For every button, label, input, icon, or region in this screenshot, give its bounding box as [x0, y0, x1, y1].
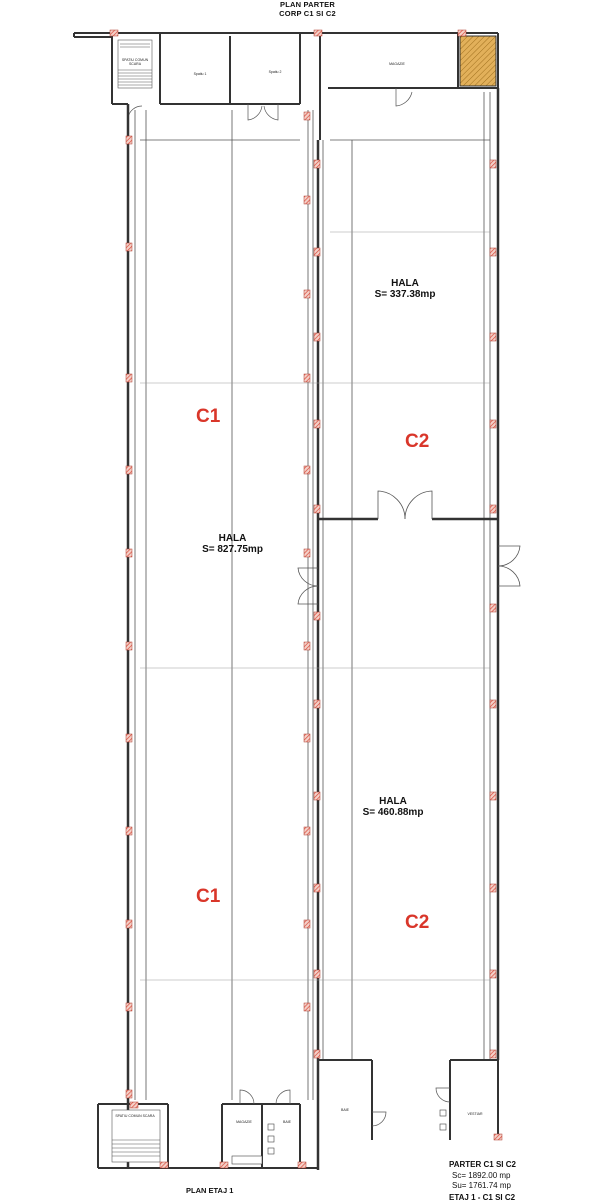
hatched-block: [460, 36, 496, 86]
hall-area: S= 460.88mp: [362, 807, 424, 818]
room-label-storage-top: MAGAZIE: [389, 62, 405, 66]
room-label-storage-bottom: MAGAZIE: [236, 1120, 252, 1124]
room-label-office1: Spatiu 1: [193, 72, 207, 76]
plan-subtitle: CORP C1 SI C2: [279, 9, 336, 18]
summary-su: Su= 1761.74 mp: [452, 1181, 511, 1190]
hall-c2-bottom-label: [348, 796, 438, 818]
hall-name: HALA: [218, 533, 247, 544]
doors-side: [298, 546, 520, 604]
hall-c2-top-label: [360, 278, 450, 300]
hall-name: HALA: [379, 796, 407, 807]
summary-sc: Sc= 1892.00 mp: [452, 1171, 511, 1180]
hall-name: HALA: [391, 278, 419, 289]
summary-next-cut: ETAJ 1 - C1 SI C2: [449, 1193, 516, 1202]
corp-label-c2-bottom: C2: [405, 912, 430, 933]
axis-lines: [140, 232, 490, 980]
room-label-locker: VESTIAR: [467, 1112, 483, 1116]
inner-walls: [135, 92, 490, 1100]
corp-label-c1-bottom: C1: [196, 886, 221, 907]
hall-c1-label: [185, 533, 280, 555]
room-label-bath-bottom: BAIE: [283, 1120, 291, 1124]
summary-title: PARTER C1 SI C2: [449, 1160, 516, 1169]
room-label-bath-c2: BAIE: [341, 1108, 349, 1112]
hall-area: S= 337.38mp: [374, 289, 436, 300]
columns: [110, 30, 502, 1168]
corp-label-c1-top: C1: [196, 406, 221, 427]
corp-label-c2-top: C2: [405, 431, 430, 452]
room-label-stair-bottom: SPATIU COMUN SCARA: [115, 1114, 155, 1118]
hall-area: S= 827.75mp: [202, 544, 263, 555]
plan-title: PLAN PARTER: [280, 0, 335, 9]
room-label-stair-top: SPATIU COMUN SCARA: [121, 58, 149, 66]
room-label-office2: Spatiu 2: [268, 70, 282, 74]
next-plan-title: PLAN ETAJ 1: [186, 1186, 234, 1195]
wc-fixtures: [232, 1110, 446, 1164]
doors-partition: [378, 491, 432, 519]
doors-bottom: [240, 1088, 450, 1126]
